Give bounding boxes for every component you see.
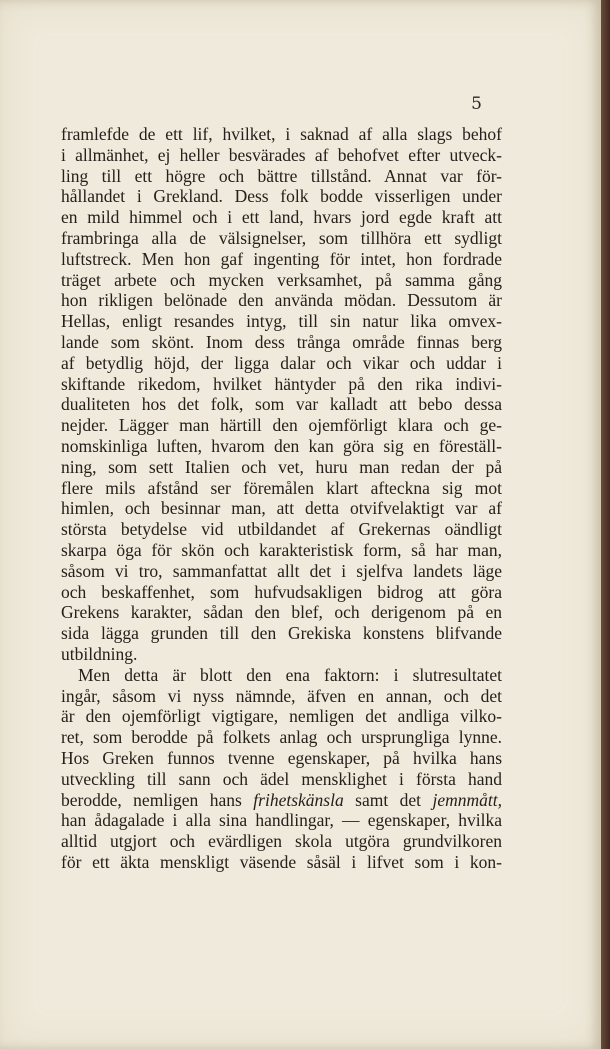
text-line: såsom vi tro, sammanfattat allt det i sjelfva landets läge (61, 560, 502, 581)
text-line: dualiteten hos det folk, som var kalladt att bebo dessa (61, 394, 502, 415)
italic-term-jemnmatt: jemnmått, (432, 789, 502, 810)
text-line: är den ojemförligt vigtigare, nemligen det andliga vilko- (61, 706, 502, 727)
text-line: Men detta är blott den ena faktorn: i slutresultatet (78, 664, 502, 685)
text-line: nomskinliga luften, hvarom den kan göra sig en föreställ- (61, 435, 502, 456)
text-line: Hellas, enligt resandes intyg, till sin natur lika omvex- (61, 311, 502, 332)
text-line: luftstreck. Men hon gaf ingenting för intet, hon fordrade (61, 248, 502, 269)
text-line: utbildning. (61, 643, 138, 664)
text-line: största betydelse vid utbildandet af Grekernas oändligt (61, 519, 502, 540)
text-line: i allmänhet, ej heller besvärades af behofvet efter utveck- (61, 144, 502, 165)
body-text (61, 124, 502, 873)
italic-term-frihetskansla: frihetskänsla (253, 789, 344, 810)
text-line: skiftande rikedom, hvilket häntyder på den rika indivi- (61, 373, 502, 394)
text-line: hon rikligen belönade den använda mödan. Dessutom är (61, 290, 502, 311)
text-line: frambringa alla de välsignelser, som tillhöra ett sydligt (61, 227, 502, 248)
text-segment: samt det (343, 789, 433, 810)
text-line: ling till ett högre och bättre tillstånd. Annat var för- (61, 165, 502, 186)
text-line: af betydlig höjd, der ligga dalar och vikar och uddar i (61, 352, 502, 373)
text-line: en mild himmel och i ett land, hvars jord egde kraft att (61, 207, 502, 228)
text-line: lande som skönt. Inom dess trånga område finnas berg (61, 331, 502, 352)
text-line: flere mils afstånd ser föremålen klart afteckna sig mot (61, 477, 502, 498)
text-line: ingår, såsom vi nyss nämnde, äfven en annan, och det (61, 685, 502, 706)
book-edge (601, 0, 610, 1049)
page-number: 5 (471, 94, 482, 114)
text-line: sida lägga grunden till den Grekiska konstens blifvande (61, 623, 502, 644)
text-line: han ådagalade i alla sina handlingar, — egenskaper, hvilka (61, 810, 502, 831)
text-line: Grekens karakter, sådan den blef, och derigenom på en (61, 602, 502, 623)
text-line: för ett äkta menskligt väsende såsäl i lifvet som i kon- (61, 851, 502, 872)
text-line: och beskaffenhet, som hufvudsakligen bidrog att göra (61, 581, 502, 602)
text-line: träget arbete och mycken verksamhet, på samma gång (61, 269, 502, 290)
text-line: ning, som sett Italien och vet, huru man redan der på (61, 456, 502, 477)
text-line: himlen, och besinnar man, att detta otvifvelaktigt var af (61, 498, 502, 519)
text-segment: berodde, nemligen hans (61, 789, 254, 810)
text-line: Hos Greken funnos tvenne egenskaper, på hvilka hans (61, 747, 502, 768)
text-line: alltid utgjort och evärdligen skola utgöra grundvilkoren (61, 831, 502, 852)
text-line: ret, som berodde på folkets anlag och ursprungliga lynne. (61, 727, 502, 748)
text-line: nejder. Lägger man härtill den ojemförligt klara och ge- (61, 415, 502, 436)
text-line: hållandet i Grekland. Dess folk bodde visserligen under (61, 186, 502, 207)
text-line: utveckling till sann och ädel mensklighet i första hand (61, 768, 502, 789)
text-line: skarpa öga för skön och karakteristisk form, så har man, (61, 539, 502, 560)
text-line: framlefde de ett lif, hvilket, i saknad af alla slags behof (61, 124, 502, 144)
text-line-with-italics (61, 790, 502, 811)
